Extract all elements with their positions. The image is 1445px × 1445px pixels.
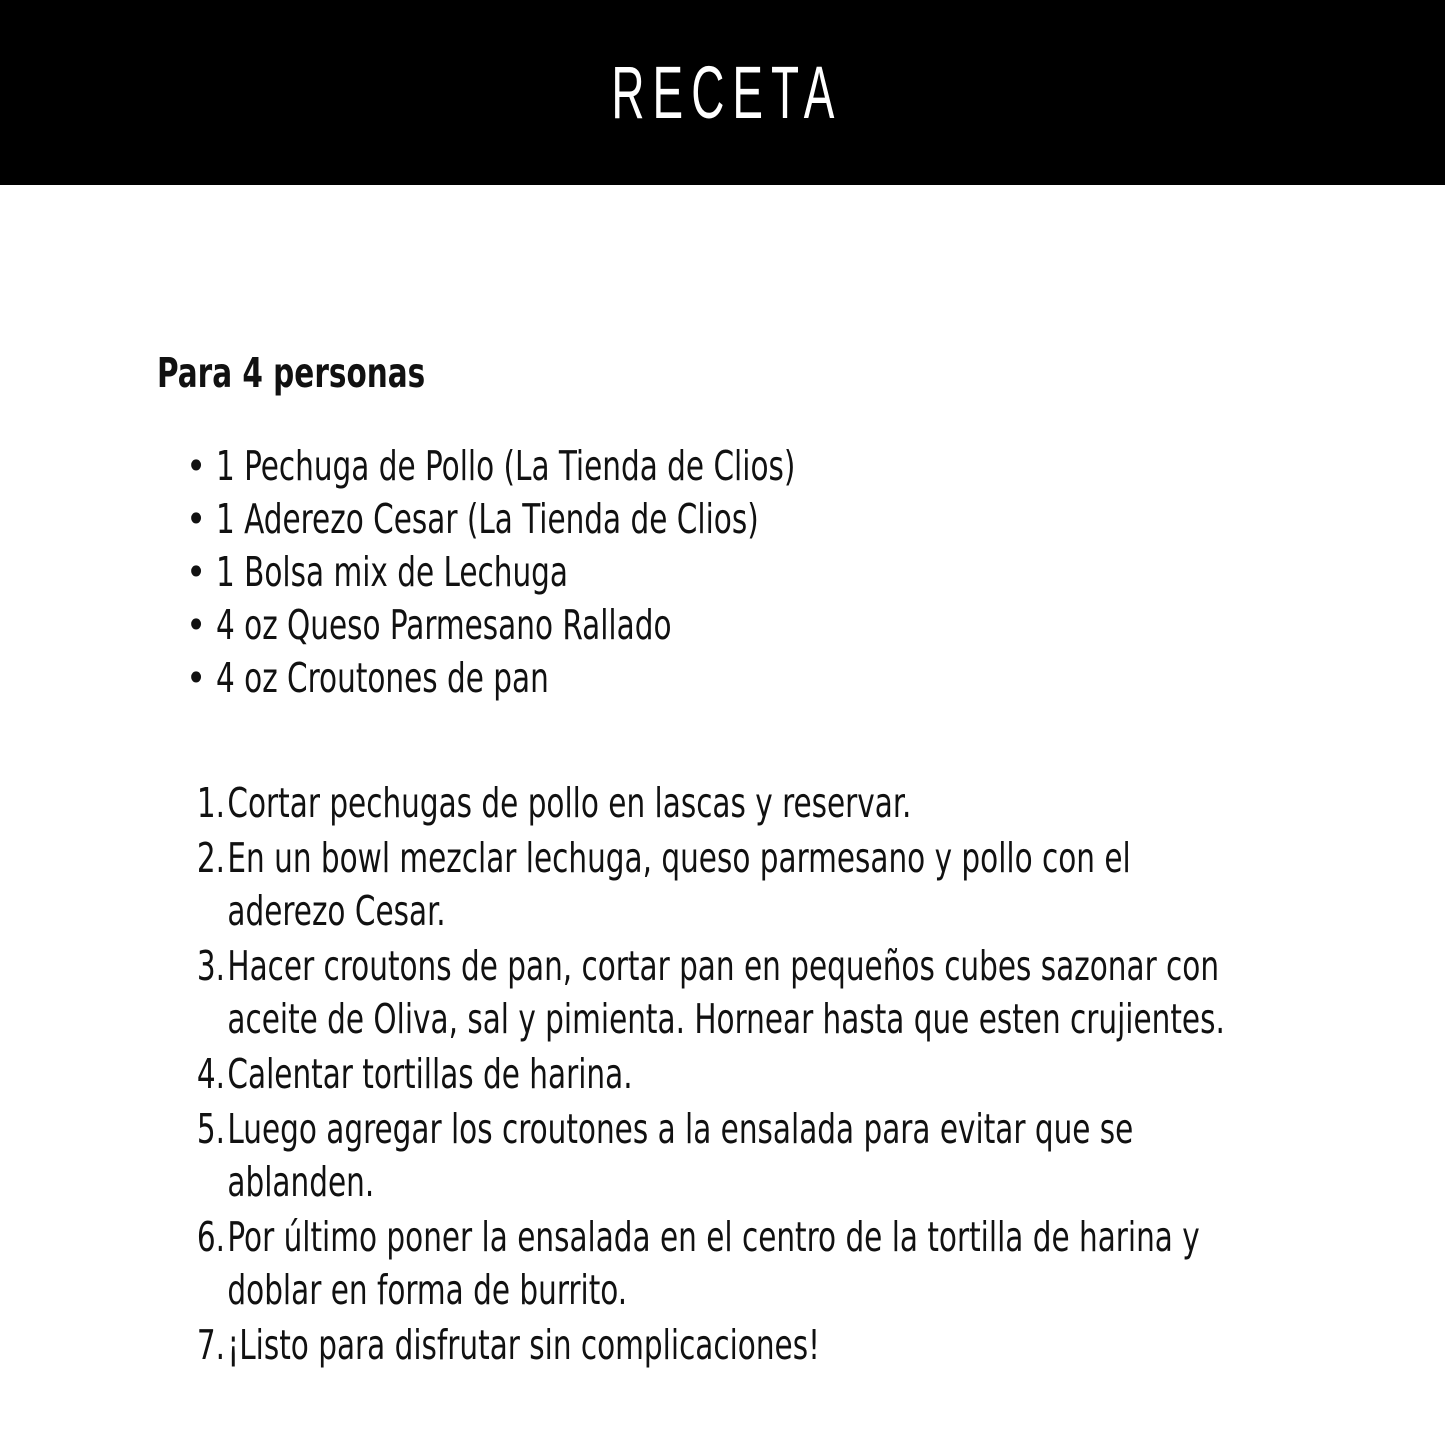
list-item bbox=[0, 777, 1445, 830]
step-number: 6. bbox=[196, 1213, 225, 1261]
step-number: 4. bbox=[196, 1050, 225, 1098]
step-number: 5. bbox=[196, 1105, 225, 1153]
list-item bbox=[0, 832, 1445, 938]
header-banner bbox=[0, 0, 1445, 185]
list-item bbox=[0, 655, 1445, 708]
list-item bbox=[0, 602, 1445, 655]
step-text: En un bowl mezclar lechuga, queso parmesano y pollo con el aderezo Cesar. bbox=[227, 834, 1131, 935]
step-number: 2. bbox=[196, 834, 225, 882]
step-text: Hacer croutons de pan, cortar pan en pequeños cubes sazonar con aceite de Oliva, sal y pimienta. Hornear hasta que esten crujientes. bbox=[227, 942, 1225, 1043]
list-item bbox=[0, 940, 1445, 1046]
step-number: 7. bbox=[196, 1321, 225, 1369]
list-item bbox=[0, 1103, 1445, 1209]
list-item bbox=[0, 1319, 1445, 1372]
instructions-list bbox=[0, 777, 1445, 1374]
ingredient-label: 1 Pechuga de Pollo (La Tienda de Clios) bbox=[216, 442, 796, 490]
bullet-icon: • bbox=[186, 603, 207, 647]
servings-heading: Para 4 personas bbox=[157, 349, 426, 397]
step-text: Por último poner la ensalada en el centro de la tortilla de harina y doblar en forma de burrito. bbox=[227, 1213, 1200, 1314]
step-text: Calentar tortillas de harina. bbox=[227, 1050, 633, 1098]
list-item bbox=[0, 496, 1445, 549]
step-number: 1. bbox=[196, 779, 225, 827]
step-text: ¡Listo para disfrutar sin complicaciones! bbox=[227, 1321, 820, 1369]
list-item bbox=[0, 1211, 1445, 1317]
page-title: RECETA bbox=[610, 50, 843, 134]
ingredient-label: 1 Aderezo Cesar (La Tienda de Clios) bbox=[216, 495, 759, 543]
list-item bbox=[0, 1048, 1445, 1101]
list-item bbox=[0, 443, 1445, 496]
ingredients-list bbox=[0, 443, 1445, 708]
step-text: Luego agregar los croutones a la ensalada para evitar que se ablanden. bbox=[227, 1105, 1134, 1206]
bullet-icon: • bbox=[186, 444, 207, 488]
list-item bbox=[0, 549, 1445, 602]
step-text: Cortar pechugas de pollo en lascas y reservar. bbox=[227, 779, 912, 827]
ingredient-label: 4 oz Queso Parmesano Rallado bbox=[216, 601, 672, 649]
step-number: 3. bbox=[196, 942, 225, 990]
ingredient-label: 4 oz Croutones de pan bbox=[216, 654, 549, 702]
bullet-icon: • bbox=[186, 497, 207, 541]
bullet-icon: • bbox=[186, 656, 207, 700]
bullet-icon: • bbox=[186, 550, 207, 594]
ingredient-label: 1 Bolsa mix de Lechuga bbox=[216, 548, 568, 596]
